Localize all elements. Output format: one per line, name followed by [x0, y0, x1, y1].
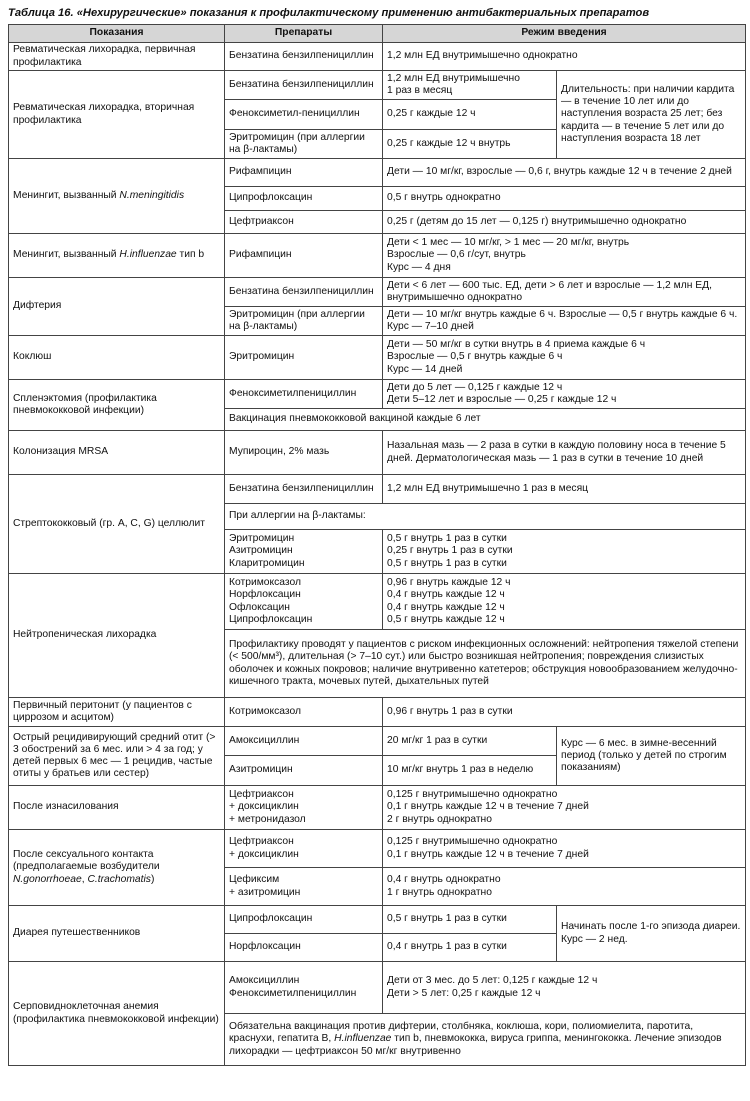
- table-row: [9, 830, 746, 868]
- indication-cell: Коклюш: [9, 336, 225, 380]
- drug-cell: Эритромицин (при аллергии на β-лактамы): [225, 130, 383, 159]
- indication-cell: Нейтропеническая лихорадка: [9, 574, 225, 698]
- indication-cell: Диарея путешественников: [9, 906, 225, 962]
- table-caption: Таблица 16. «Нехирургические» показания к профилактическому применению антибактериальных препаратов: [8, 7, 650, 19]
- table-row: [9, 336, 746, 380]
- drug-cell: Котримоксазол: [225, 698, 383, 727]
- drug-cell: Феноксиметилпенициллин: [225, 380, 383, 409]
- drug-cell: Эритромицин (при аллергии на β-лактамы): [225, 307, 383, 336]
- drug-cell: Бензатина бензилпенициллин: [225, 278, 383, 307]
- pathogen-name: N.meningitidis: [119, 189, 185, 201]
- note-cell: Длительность: при наличии кардита — в течение 10 лет или до наступления возраста 25 лет; без кардита — в течение 5 лет или до наступления возраста 18 лет: [557, 71, 746, 159]
- note-cell: Начинать после 1-го эпизода диареи. Курс — 2 нед.: [557, 906, 746, 962]
- table-row: [9, 574, 746, 630]
- indication-cell: После изнасилования: [9, 786, 225, 830]
- regimen-cell: 1,2 млн ЕД внутримышечно 1 раз в месяц: [383, 71, 557, 100]
- regimen-cell: 0,96 г внутрь каждые 12 ч 0,4 г внутрь каждые 12 ч 0,4 г внутрь каждые 12 ч 0,5 г внутрь каждые 12 ч: [383, 574, 746, 630]
- regimen-cell: 0,125 г внутримышечно однократно 0,1 г внутрь каждые 12 ч в течение 7 дней: [383, 830, 746, 868]
- header-row: [9, 25, 746, 43]
- pathogen-name: H.influenzae: [119, 249, 177, 261]
- pathogen-name: H.influenzae: [334, 1033, 392, 1045]
- indications-table: [8, 24, 746, 1066]
- regimen-cell: 0,5 г внутрь 1 раз в сутки: [383, 906, 557, 934]
- table-row: [9, 159, 746, 187]
- regimen-cell: 0,125 г внутримышечно однократно 0,1 г внутрь каждые 12 ч в течение 7 дней 2 г внутрь однократно: [383, 786, 746, 830]
- indication-cell: Стрептококковый (гр. A, C, G) целлюлит: [9, 475, 225, 574]
- drug-cell: Азитромицин: [225, 756, 383, 786]
- regimen-cell: 0,25 г (детям до 15 лет — 0,125 г) внутримышечно однократно: [383, 211, 746, 234]
- note-cell: [225, 1014, 746, 1066]
- regimen-cell: 0,4 г внутрь однократно 1 г внутрь однократно: [383, 868, 746, 906]
- indication-cell: Спленэктомия (профилактика пневмококковой инфекции): [9, 380, 225, 431]
- header-drugs: Препараты: [225, 25, 383, 43]
- indication-text: ): [150, 873, 155, 885]
- indication-text: тип b: [176, 249, 205, 261]
- regimen-cell: 1,2 млн ЕД внутримышечно однократно: [383, 43, 746, 71]
- drug-cell: Эритромицин Азитромицин Кларитромицин: [225, 530, 383, 574]
- drug-cell: Эритромицин: [225, 336, 383, 380]
- table-row: [9, 431, 746, 475]
- regimen-cell: Дети < 6 лет — 600 тыс. ЕД, дети > 6 лет и взрослые — 1,2 млн ЕД, внутримышечно однократно: [383, 278, 746, 307]
- regimen-cell: 10 мг/кг внутрь 1 раз в неделю: [383, 756, 557, 786]
- indication-text: После сексуального контакта (предполагаемые возбудители: [13, 849, 160, 873]
- note-cell: Профилактику проводят у пациентов с риском инфекционных осложнений: нейтропения тяжелой степени (< 500/мм³), длительная (> 7–10 сут.) или быстро возникшая нейтропения; повреждения слизистых оболочек и кожных покровов; наличие внутривенно катетеров; обструкция новообразованием желудочно-кишечного тракта, мочевых путей, дыхательных путей: [225, 630, 746, 698]
- drug-cell: Бензатина бензилпенициллин: [225, 71, 383, 100]
- regimen-cell: 0,5 г внутрь 1 раз в сутки 0,25 г внутрь 1 раз в сутки 0,5 г внутрь 1 раз в сутки: [383, 530, 746, 574]
- pathogen-name: N.gonorrhoeae: [13, 873, 82, 885]
- indication-text: Менингит, вызванный: [13, 189, 120, 201]
- drug-cell: Амоксициллин: [225, 727, 383, 756]
- drug-cell: Цефтриаксон + доксициклин + метронидазол: [225, 786, 383, 830]
- regimen-cell: Дети — 10 мг/кг внутрь каждые 6 ч. Взрослые — 0,5 г внутрь каждые 6 ч. Курс — 7–10 дней: [383, 307, 746, 336]
- indication-text: Менингит, вызванный: [13, 249, 120, 261]
- table-row: [9, 475, 746, 504]
- regimen-cell: Назальная мазь — 2 раза в сутки в каждую половину носа в течение 5 дней. Дерматологическая мазь — 1 раз в сутки в течение 10 дней: [383, 431, 746, 475]
- regimen-cell: Дети < 1 мес — 10 мг/кг, > 1 мес — 20 мг/кг, внутрь Взрослые — 0,6 г/сут, внутрь Курс — 4 дня: [383, 234, 746, 278]
- drug-cell: Цефтриаксон: [225, 211, 383, 234]
- regimen-cell: 20 мг/кг 1 раз в сутки: [383, 727, 557, 756]
- regimen-cell: 0,4 г внутрь 1 раз в сутки: [383, 934, 557, 962]
- header-indications: Показания: [9, 25, 225, 43]
- regimen-cell: 0,5 г внутрь однократно: [383, 187, 746, 211]
- table-row: [9, 727, 746, 756]
- table-row: [9, 71, 746, 100]
- regimen-cell: 0,96 г внутрь 1 раз в сутки: [383, 698, 746, 727]
- indication-cell: Дифтерия: [9, 278, 225, 336]
- drug-cell: Рифампицин: [225, 159, 383, 187]
- drug-cell: Амоксициллин Феноксиметилпенициллин: [225, 962, 383, 1014]
- drug-cell: Феноксиметил-пенициллин: [225, 100, 383, 130]
- drug-cell: Ципрофлоксацин: [225, 187, 383, 211]
- table-row: [9, 43, 746, 71]
- table-row: [9, 962, 746, 1014]
- indication-cell: [9, 830, 225, 906]
- drug-cell: Норфлоксацин: [225, 934, 383, 962]
- drug-cell: Бензатина бензилпенициллин: [225, 475, 383, 504]
- table-row: [9, 380, 746, 409]
- vaccination-cell: Вакцинация пневмококковой вакциной каждые 6 лет: [225, 409, 746, 431]
- pathogen-name: C.trachomatis: [87, 873, 151, 885]
- drug-cell: Рифампицин: [225, 234, 383, 278]
- drug-cell: Бензатина бензилпенициллин: [225, 43, 383, 71]
- indication-cell: Серповидноклеточная анемия (профилактика пневмококковой инфекции): [9, 962, 225, 1066]
- table-row: [9, 698, 746, 727]
- table-row: [9, 906, 746, 934]
- regimen-cell: 0,25 г каждые 12 ч внутрь: [383, 130, 557, 159]
- note-cell: Курс — 6 мес. в зимне-весенний период (только у детей по строгим показаниям): [557, 727, 746, 786]
- drug-cell: Мупироцин, 2% мазь: [225, 431, 383, 475]
- regimen-cell: Дети — 10 мг/кг, взрослые — 0,6 г, внутрь каждые 12 ч в течение 2 дней: [383, 159, 746, 187]
- regimen-cell: 0,25 г каждые 12 ч: [383, 100, 557, 130]
- table-row: [9, 786, 746, 830]
- indication-cell: Острый рецидивирующий средний отит (> 3 обострений за 6 мес. или > 4 за год; у детей первых 6 мес — 1 рецидив, частые отиты у братьев или сестер): [9, 727, 225, 786]
- indication-cell: [9, 234, 225, 278]
- header-regimen: Режим введения: [383, 25, 746, 43]
- regimen-cell: Дети до 5 лет — 0,125 г каждые 12 ч Дети 5–12 лет и взрослые — 0,25 г каждые 12 ч: [383, 380, 746, 409]
- table-row: [9, 278, 746, 307]
- drug-cell: Цефтриаксон + доксициклин: [225, 830, 383, 868]
- indication-cell: Колонизация MRSA: [9, 431, 225, 475]
- indication-cell: Первичный перитонит (у пациентов с циррозом и асцитом): [9, 698, 225, 727]
- indication-text: ,: [81, 873, 88, 885]
- regimen-cell: 1,2 млн ЕД внутримышечно 1 раз в месяц: [383, 475, 746, 504]
- drug-cell: Котримоксазол Норфлоксацин Офлоксацин Ципрофлоксацин: [225, 574, 383, 630]
- indication-cell: Ревматическая лихорадка, вторичная профилактика: [9, 71, 225, 159]
- regimen-cell: Дети от 3 мес. до 5 лет: 0,125 г каждые 12 ч Дети > 5 лет: 0,25 г каждые 12 ч: [383, 962, 746, 1014]
- indication-cell: Ревматическая лихорадка, первичная профилактика: [9, 43, 225, 71]
- allergy-note-cell: При аллергии на β-лактамы:: [225, 504, 746, 530]
- note-text: тип b, пневмококка, вируса гриппа, менингококка. Лечение эпизодов лихорадки — цефтриаксон 50 мг/кг внутривенно: [229, 1033, 722, 1057]
- regimen-cell: Дети — 50 мг/кг в сутки внутрь в 4 приема каждые 6 ч Взрослые — 0,5 г внутрь каждые 6 ч Курс — 14 дней: [383, 336, 746, 380]
- note-text: Обязательна вакцинация против дифтерии, столбняка, коклюша, кори, полиомиелита, паротита, краснухи, гепатита В,: [229, 1021, 694, 1045]
- table-row: [9, 234, 746, 278]
- drug-cell: Цефиксим + азитромицин: [225, 868, 383, 906]
- drug-cell: Ципрофлоксацин: [225, 906, 383, 934]
- indication-cell: [9, 159, 225, 234]
